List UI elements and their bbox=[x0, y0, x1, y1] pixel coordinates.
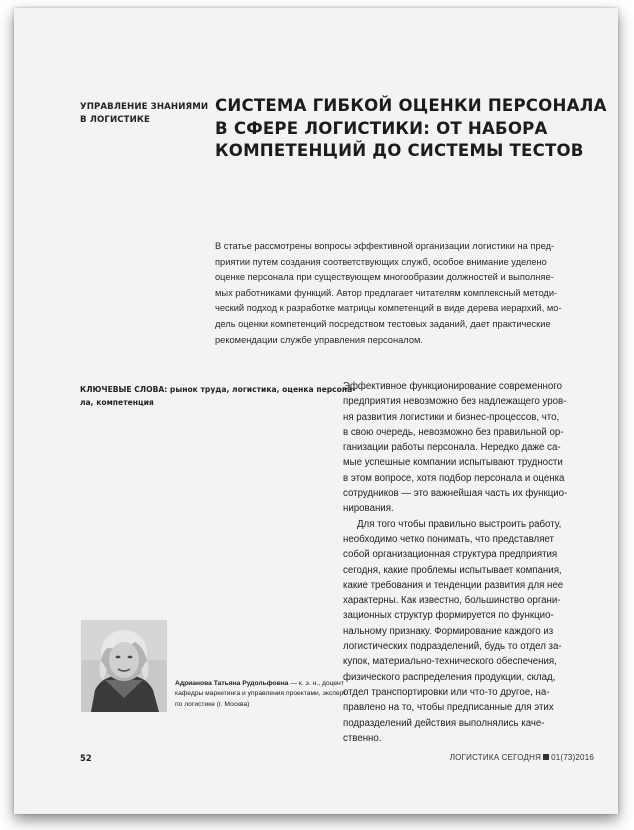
article-body bbox=[343, 379, 598, 746]
journal-name: ЛОГИСТИКА СЕГОДНЯ bbox=[449, 753, 542, 762]
abstract-line: мых работниками функций. Автор предлагает читателям комплексный методи- bbox=[215, 287, 558, 298]
body-line: физического распределения продукции, склад, bbox=[343, 671, 556, 683]
abstract-line: приятии путем создания соответствующих служб, особое внимание уделено bbox=[215, 256, 547, 267]
rubric-line: В ЛОГИСТИКЕ bbox=[80, 115, 151, 125]
body-line: нирования. bbox=[343, 503, 394, 515]
abstract-line: дель оценки компетенций посредством тестовых заданий, дает практические bbox=[215, 318, 551, 329]
title-line: КОМПЕТЕНЦИЙ ДО СИСТЕМЫ ТЕСТОВ bbox=[215, 141, 584, 160]
body-line: логистических подразделений, будь то отдел за- bbox=[343, 641, 562, 653]
page-number: 52 bbox=[80, 753, 92, 763]
author-line: кафедры маркетинга и управления проектами, эксперт bbox=[175, 690, 347, 698]
author-portrait-image bbox=[81, 620, 167, 712]
running-footer bbox=[344, 753, 594, 762]
author-credentials: — к. э. н., доцент bbox=[288, 680, 344, 687]
journal-page bbox=[14, 8, 618, 814]
keywords bbox=[80, 384, 356, 409]
abstract-line: оценке персонала при существующем многообразии должностей и выполняе- bbox=[215, 272, 554, 283]
author-line: по логистике (г. Москва) bbox=[175, 700, 250, 708]
author-name: Адрианова Татьяна Рудольфовна bbox=[175, 680, 289, 687]
body-line: нальному признаку. Формирование каждого из bbox=[343, 625, 554, 637]
rubric-line: УПРАВЛЕНИЕ ЗНАНИЯМИ bbox=[80, 102, 209, 112]
keywords-line: КЛЮЧЕВЫЕ СЛОВА: рынок труда, логистика, оценка персона- bbox=[80, 385, 356, 394]
title-line: СИСТЕМА ГИБКОЙ ОЦЕНКИ ПЕРСОНАЛА bbox=[215, 96, 607, 115]
keywords-line: ла, компетенция bbox=[80, 397, 154, 407]
abstract-line: ческий подход к разработке матрицы компетенций в виде дерева иерархий, мо- bbox=[215, 303, 562, 314]
title-line: В СФЕРЕ ЛОГИСТИКИ: ОТ НАБОРА bbox=[215, 118, 548, 138]
author-photo bbox=[81, 620, 167, 712]
body-line: зационных структур формируется по функцио- bbox=[343, 610, 554, 622]
body-line: отдел транспортировки или что-то другое, на- bbox=[343, 686, 550, 698]
abstract-line: В статье рассмотрены вопросы эффективной организации логистики на пред- bbox=[215, 241, 555, 251]
body-line: Эффективное функционирование современного bbox=[343, 381, 562, 392]
author-line bbox=[175, 679, 345, 689]
body-line: мые успешные компании испытывают трудности bbox=[343, 457, 563, 469]
body-line: ганизации работы персонала. Нередко даже са- bbox=[343, 442, 561, 454]
article-title bbox=[215, 95, 607, 163]
section-rubric bbox=[80, 101, 210, 127]
body-line: необходимо четко понимать, что представляет bbox=[343, 533, 554, 545]
body-line: правлено на то, чтобы предписанные для этих bbox=[343, 702, 554, 714]
issue-number: 01(73)2016 bbox=[551, 753, 594, 762]
body-line: сегодня, какие проблемы испытывает компания, bbox=[343, 564, 562, 576]
body-line: предприятия невозможно без надлежащего уров- bbox=[343, 396, 567, 408]
abstract-line: рекомендации службе управления персоналом. bbox=[215, 334, 423, 345]
body-line: собой организационная структура предприятия bbox=[343, 549, 558, 561]
square-icon bbox=[543, 754, 549, 760]
body-line: характерны. Как известно, большинство органи- bbox=[343, 595, 561, 607]
author-info bbox=[175, 679, 345, 710]
body-line: ня развития логистики и бизнес-процессов, что, bbox=[343, 411, 560, 423]
body-line: сотрудников — это важнейшая часть их функцио- bbox=[343, 488, 568, 500]
body-line: какие требования и тенденции развития для нее bbox=[343, 579, 564, 591]
body-line: подразделений действия выполнялись каче- bbox=[343, 717, 545, 729]
body-line: в свою очередь, невозможно без правильной ор- bbox=[343, 426, 564, 438]
body-line: ственно. bbox=[343, 732, 382, 744]
body-line: в этом вопросе, хотя подбор персонала и оценка bbox=[343, 472, 565, 484]
body-line: Для того чтобы правильно выстроить работу, bbox=[357, 518, 562, 530]
article-abstract bbox=[215, 239, 597, 348]
body-line: купок, материально-технического обеспечения, bbox=[343, 656, 557, 668]
